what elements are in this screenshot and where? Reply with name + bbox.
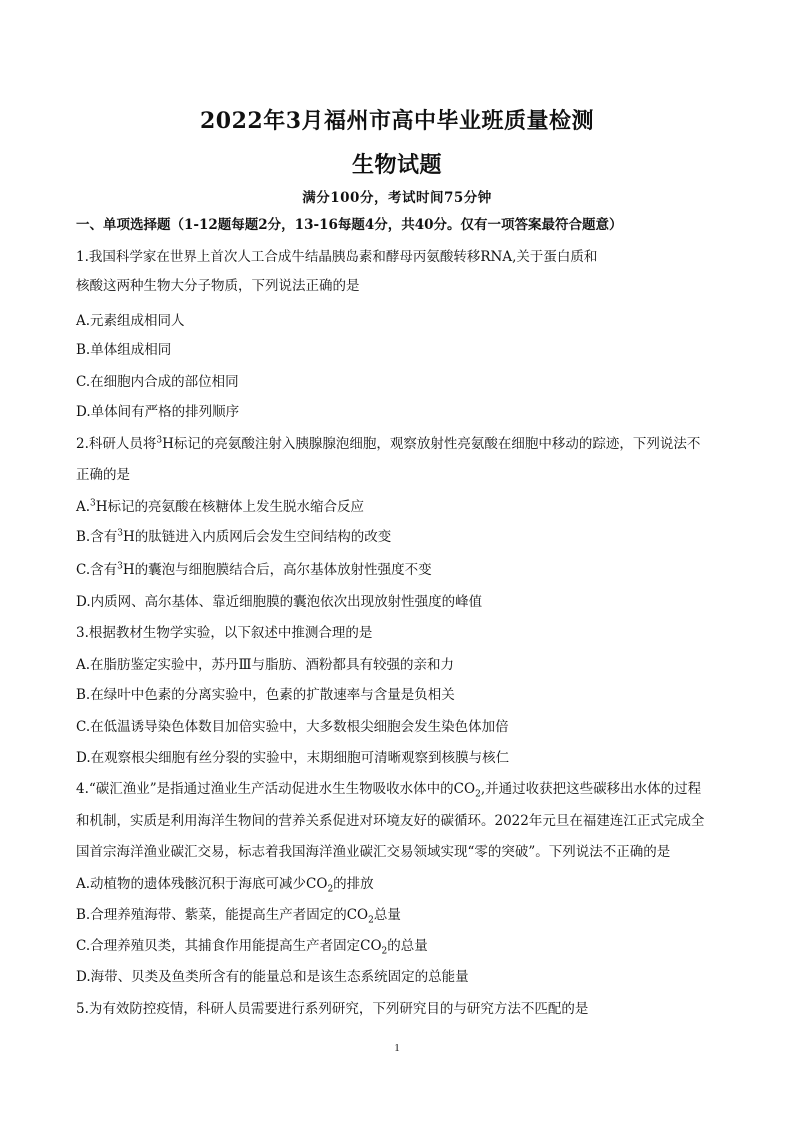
page-number: 1 bbox=[394, 1042, 400, 1054]
q1-stem-line2: 核酸这两种生物大分子物质，下列说法正确的是 bbox=[76, 278, 360, 294]
q2-option-d: D.内质网、高尔基体、靠近细胞膜的囊泡依次出现放射性强度的峰值 bbox=[76, 594, 483, 610]
q1-option-b: B.单体组成相同 bbox=[76, 342, 172, 358]
q1-option-a: A.元素组成相同人 bbox=[76, 313, 185, 329]
exam-title: 2022年3月福州市高中毕业班质量检测 bbox=[199, 108, 595, 134]
q1-option-c: C.在细胞内合成的部位相同 bbox=[76, 374, 239, 390]
q1-option-d: D.单体间有严格的排列顺序 bbox=[76, 404, 240, 420]
q5-stem: 5.为有效防控疫情，科研人员需要进行系列研究，下列研究目的与研究方法不匹配的是 bbox=[76, 1001, 589, 1017]
q2-option-b: B.含有$^3$H的肽链进入内质网后会发生空间结构的改变 bbox=[76, 528, 392, 545]
q4-option-d: D.海带、贝类及鱼类所含有的能量总和是该生态系统固定的总能量 bbox=[76, 969, 469, 985]
exam-info: 满分100分，考试时间75分钟 bbox=[302, 190, 492, 206]
q3-option-d: D.在观察根尖细胞有丝分裂的实验中，末期细胞可清晰观察到核膜与核仁 bbox=[76, 750, 510, 766]
q2-superscript: 3 bbox=[156, 435, 163, 446]
co2-subscript: 2 bbox=[475, 789, 481, 800]
q2-stem-line2: 正确的是 bbox=[76, 467, 130, 483]
exam-subtitle: 生物试题 bbox=[351, 152, 442, 178]
q4-stem-line3: 国首宗海洋渔业碳汇交易，标志着我国海洋渔业碳汇交易领域实现“零的突破”。下列说法不正确的是 bbox=[76, 844, 671, 860]
q4-stem-line2: 和机制，实质是利用海洋生物间的营养关系促进对环境友好的碳循环。2022年元旦在福建连江正式完成全 bbox=[76, 813, 705, 829]
q4-option-a: A.动植物的遗体残骸沉积于海底可减少$CO_2$的排放 bbox=[76, 876, 374, 895]
q2-option-a: A.$^3$H标记的亮氨酸在核糖体上发生脱水缩合反应 bbox=[76, 498, 365, 515]
q2-stem-line1: 2.科研人员将$^3$H标记的亮氨酸注射入胰腺腺泡细胞，观察放射性亮氨酸在细胞中移动的踪迹，下列说法不 bbox=[76, 435, 701, 452]
q4-stem-line1: 4.“碳汇渔业”是指通过渔业生产活动促进水生生物吸收水体中的$CO_2$,并通过收获把这些碳移出水体的过程 bbox=[76, 781, 702, 800]
q2-option-c: C.含有$^3$H的囊泡与细胞膜结合后，高尔基体放射性强度不变 bbox=[76, 561, 432, 578]
q4-option-b: B.合理养殖海带、紫菜，能提高生产者固定的$CO_2$总量 bbox=[76, 907, 401, 926]
q1-stem-line1: 1.我国科学家在世界上首次人工合成牛结晶胰岛素和酵母丙氨酸转移RNA,关于蛋白质和 bbox=[76, 249, 598, 265]
q4-option-c: C.合理养殖贝类，其捕食作用能提高生产者固定$CO_2$的总量 bbox=[76, 938, 428, 957]
section-heading: 一、单项选择题（1-12题每题2分，13-16每题4分，共40分。仅有一项答案最符合题意） bbox=[76, 217, 623, 233]
q3-option-a: A.在脂肪鉴定实验中，苏丹Ⅲ与脂肪、酒粉都具有较强的亲和力 bbox=[76, 657, 455, 673]
q3-stem: 3.根据教材生物学实验，以下叙述中推测合理的是 bbox=[76, 625, 373, 641]
q3-option-b: B.在绿叶中色素的分离实验中，色素的扩散速率与含量是负相关 bbox=[76, 687, 455, 703]
q3-option-c: C.在低温诱导染色体数目加倍实验中，大多数根尖细胞会发生染色体加倍 bbox=[76, 719, 509, 735]
